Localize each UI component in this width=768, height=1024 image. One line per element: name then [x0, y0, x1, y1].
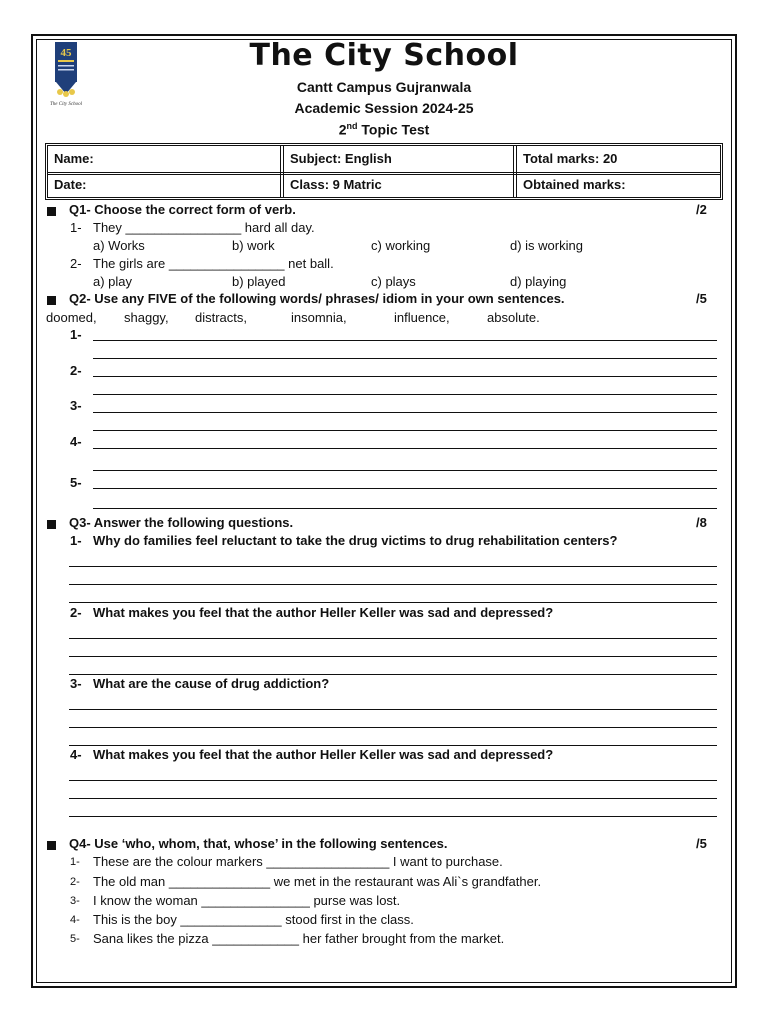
answer-line[interactable]	[93, 508, 717, 509]
q3-marks: /8	[696, 515, 707, 530]
logo-caption: The City School	[50, 102, 82, 107]
answer-line[interactable]	[69, 602, 717, 603]
q3-question-text: What makes you feel that the author Heller Keller was sad and depressed?	[93, 605, 554, 620]
sentence-num: 4-	[70, 434, 82, 449]
sentence-num: 3-	[70, 398, 82, 413]
q2-marks: /5	[696, 291, 707, 306]
q1-option-a[interactable]: a) play	[93, 274, 133, 289]
answer-line[interactable]	[69, 656, 717, 657]
q1-option-c[interactable]: c) plays	[371, 274, 416, 289]
q3-question-num: 1-	[70, 533, 82, 548]
q1-option-c[interactable]: c) working	[371, 238, 431, 253]
answer-line[interactable]	[69, 727, 717, 728]
bullet-icon	[47, 520, 56, 529]
sentence-num: 2-	[70, 363, 82, 378]
answer-line[interactable]	[69, 674, 717, 675]
answer-line[interactable]	[93, 488, 717, 489]
q1-marks: /2	[696, 202, 707, 217]
q4-item-num: 4-	[70, 914, 80, 926]
answer-line[interactable]	[93, 340, 717, 341]
bullet-icon	[47, 207, 56, 216]
answer-line[interactable]	[69, 709, 717, 710]
date-field[interactable]: Date:	[54, 177, 87, 192]
bullet-icon	[47, 841, 56, 850]
answer-line[interactable]	[69, 638, 717, 639]
q4-item-text: These are the colour markers _________________ I want to purchase.	[93, 854, 503, 869]
answer-line[interactable]	[69, 816, 717, 817]
answer-line[interactable]	[93, 412, 717, 413]
answer-line[interactable]	[69, 798, 717, 799]
answer-line[interactable]	[93, 448, 717, 449]
word-item: insomnia,	[291, 310, 347, 325]
answer-line[interactable]	[93, 358, 717, 359]
word-item: influence,	[394, 310, 450, 325]
q3-question-num: 3-	[70, 676, 82, 691]
q3-question-text: What are the cause of drug addiction?	[93, 676, 330, 691]
answer-line[interactable]	[69, 780, 717, 781]
q1-option-d[interactable]: d) is working	[510, 238, 583, 253]
q4-item-text: This is the boy ______________ stood first in the class.	[93, 912, 414, 927]
total-marks-field: Total marks: 20	[523, 151, 618, 166]
q1-option-b[interactable]: b) played	[232, 274, 286, 289]
q1-item-text: The girls are ________________ net ball.	[93, 256, 334, 271]
obtained-marks-field[interactable]: Obtained marks:	[523, 177, 626, 192]
logo-number: 45	[60, 47, 72, 59]
q4-item-text: I know the woman _______________ purse was lost.	[93, 893, 401, 908]
answer-line[interactable]	[69, 566, 717, 567]
q3-question-num: 4-	[70, 747, 82, 762]
q4-item-text: The old man ______________ we met in the restaurant was Ali`s grandfather.	[93, 874, 542, 889]
answer-line[interactable]	[69, 584, 717, 585]
school-title: The City School	[249, 38, 519, 73]
answer-line[interactable]	[93, 470, 717, 471]
q4-item-num: 3-	[70, 895, 80, 907]
q1-item-num: 1-	[70, 220, 82, 235]
q4-item-text: Sana likes the pizza ____________ her father brought from the market.	[93, 931, 505, 946]
word-item: shaggy,	[124, 310, 169, 325]
sentence-num: 1-	[70, 327, 82, 342]
q4-marks: /5	[696, 836, 707, 851]
word-item: absolute.	[487, 310, 540, 325]
q3-title: Q3- Answer the following questions.	[69, 515, 294, 530]
name-field[interactable]: Name:	[54, 151, 94, 166]
q3-question-text: Why do families feel reluctant to take the drug victims to drug rehabilitation centers?	[93, 533, 618, 548]
test-title: 2nd Topic Test	[338, 121, 430, 138]
campus-name: Cantt Campus Gujranwala	[296, 79, 472, 95]
q2-title: Q2- Use any FIVE of the following words/ phrases/ idiom in your own sentences.	[69, 291, 565, 306]
answer-line[interactable]	[93, 376, 717, 377]
q1-option-a[interactable]: a) Works	[93, 238, 145, 253]
student-info-table	[45, 143, 723, 200]
q3-question-text: What makes you feel that the author Heller Keller was sad and depressed?	[93, 747, 554, 762]
q4-item-num: 1-	[70, 856, 80, 868]
answer-line[interactable]	[69, 745, 717, 746]
q4-item-num: 2-	[70, 876, 80, 888]
q1-item-num: 2-	[70, 256, 82, 271]
academic-session: Academic Session 2024-25	[294, 100, 474, 116]
sentence-num: 5-	[70, 475, 82, 490]
q1-title: Q1- Choose the correct form of verb.	[69, 202, 296, 217]
word-item: doomed,	[46, 310, 97, 325]
bullet-icon	[47, 296, 56, 305]
subject-field: Subject: English	[290, 151, 392, 166]
class-field: Class: 9 Matric	[290, 177, 382, 192]
q3-question-num: 2-	[70, 605, 82, 620]
answer-line[interactable]	[93, 430, 717, 431]
q4-item-num: 5-	[70, 933, 80, 945]
answer-line[interactable]	[93, 394, 717, 395]
q1-item-text: They ________________ hard all day.	[93, 220, 315, 235]
word-item: distracts,	[195, 310, 248, 325]
q1-option-d[interactable]: d) playing	[510, 274, 567, 289]
q4-title: Q4- Use ‘who, whom, that, whose’ in the following sentences.	[69, 836, 448, 851]
q1-option-b[interactable]: b) work	[232, 238, 275, 253]
